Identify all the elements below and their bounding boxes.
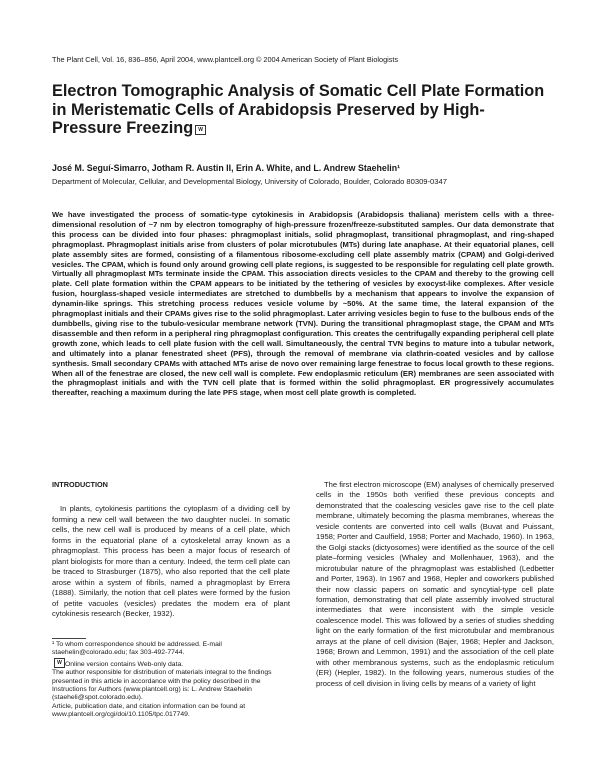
author-affiliation: Department of Molecular, Cellular, and Developmental Biology, University of Colorado, Boulder, Colorado 80309-0347 <box>52 177 447 186</box>
footnote-web-only-text: Online version contains Web-only data. <box>65 660 184 668</box>
section-heading: INTRODUCTION <box>52 480 108 489</box>
footnotes <box>52 641 290 720</box>
running-head: The Plant Cell, Vol. 16, 836–856, April 2004, www.plantcell.org © 2004 American Society of Plant Biologists <box>52 55 399 64</box>
author-list: José M. Seguí-Simarro, Jotham R. Austin II, Erin A. White, and L. Andrew Staehelin¹ <box>52 163 401 173</box>
left-column <box>52 480 290 619</box>
abstract: We have investigated the process of somatic-type cytokinesis in Arabidopsis (Arabidopsis thaliana) meristem cells with a three-dimensional resolution of ~7 nm by electron tomography of high-pressure frozen/freeze-substituted samples. Our data demonstrate that this process can be divided into four phases: phragmoplast initials, solid phragmoplast, transitional phragmoplast, and ring-shaped phragmoplast. Phragmoplast initials arise from clusters of polar microtubules (MTs) during late anaphase. At their equatorial planes, cell plate assembly sites are formed, consisting of a filamentous ribosome-excluding cell plate assembly matrix (CPAM) and Golgi-derived vesicles. The CPAM, which is found only around growing cell plate regions, is suggested to be responsible for regulating cell plate growth. Virtually all phragmoplast MTs terminate inside the CPAM. This association directs vesicles to the CPAM and thereby to the growing cell plate. Cell plate formation within the CPAM appears to be initiated by the tethering of vesicles by exocyst-like complexes. After vesicle fusion, hourglass-shaped vesicle intermediates are stretched to dumbbells by a mechanism that appears to involve the expansion of dynamin-like springs. This stretching process reduces vesicle volume by ~50%. At the same time, the lateral expansion of the phragmoplast initials and their CPAMs gives rise to the solid phragmoplast. Later arriving vesicles begin to fuse to the bulbous ends of the dumbbells, giving rise to the tubulo-vesicular membrane network (TVN). During the transitional phragmoplast stage, the CPAM and MTs disassemble and then reform in a peripheral ring phragmoplast configuration. This creates the centrifugally expanding peripheral cell plate growth zone, which leads to cell plate fusion with the cell wall. Simultaneously, the central TVN begins to mature into a tubular network, and ultimately into a planar fenestrated sheet (PFS), through the removal of membrane via clathrin-coated vesicles and by callose synthesis. Small secondary CPAMs with attached MTs arise de novo over remaining large fenestrae to focus local growth to these regions. When all of the fenestrae are closed, the new cell wall is complete. Few endoplasmic reticulum (ER) membranes are seen associated with the phragmoplast initials and with the TVN cell plate that is formed within the solid phragmoplast. ER progressively accumulates thereafter, reaching a maximum during the late PFS stage, when most cell plate growth is completed. <box>52 210 554 398</box>
footnote-distribution: The author responsible for distribution of materials integral to the findings presented in this article in accordance with the policy described in the Instructions for Authors (www.plantcell.org) is: L. Andrew Staehelin (staeheli@spot.colorado.edu). <box>52 669 272 702</box>
intro-paragraph-2: The first electron microscope (EM) analyses of chemically preserved cells in the 1950s both verified these previous concepts and demonstrated that the coalescing vesicles gave rise to the cell plate membrane, ultimately becoming the plasma membranes, whereas the vesicle contents are converted into cell walls (Buvat and Puissant, 1958; Porter and Caulfield, 1958; Porter and Machado, 1960). In 1963, the Golgi stacks (dictyosomes) were identified as the source of the cell plate–forming vesicles (Whaley and Mollenhauer, 1963), and the microtubular nature of the phragmoplast was established (Ledbetter and Porter, 1963). In 1967 and 1968, Hepler and coworkers published their now classic papers on somatic and syncytial-type cell plate formation, demonstrating that cell plate assembly involved structural intermediates that were inconsistent with the simple vesicle coalescence model. This was followed by a series of studies shedding light on the early formation of the first microtubular and membranous arrays at the plane of cell division (Bajer, 1968; Hepler and Jackson, 1968; Brown and Lemmon, 1991) and the association of the cell plate with other membranous systems, such as the endoplasmic reticulum (ER) (Hepler, 1982). In the following years, numerous studies of the process of cell division in living cells by means of a variety of light <box>316 480 555 688</box>
article-title <box>52 82 554 138</box>
footnote-article-info: Article, publication date, and citation information can be found at www.plantcell.org/cgi/doi/10.1105/tpc.017749. <box>52 702 246 719</box>
footnote-divider <box>52 638 86 639</box>
article-title-text: Electron Tomographic Analysis of Somatic Cell Plate Formation in Meristematic Cells of Arabidopsis Preserved by High-Pressure Freezing <box>52 82 545 137</box>
right-column <box>316 480 554 689</box>
web-only-icon: W <box>195 125 206 135</box>
footnote-web-only <box>52 658 290 669</box>
web-only-icon: W <box>54 658 65 668</box>
intro-paragraph-1: In plants, cytokinesis partitions the cytoplasm of a dividing cell by forming a new cell wall between the two daughter nuclei. In somatic cells, the new cell wall is produced by means of a cell plate, which forms in the equatorial plane of a cytoskeletal array known as a phragmoplast. This process has been a major focus of research of plant biologists for more than a century. Indeed, the term cell plate can be traced to Strasburger (1875), who also reported that the cell plate arose within a system of fibrils, named a phragmoplast by Errera (1888). Similarly, the notion that cell plates were formed by the fusion of petite vacuoles (vesicles) predates the modern era of plant cytokinesis research (Becker, 1932). <box>52 504 290 618</box>
footnote-correspondence: ¹ To whom correspondence should be addressed. E-mail staehelin@colorado.edu; fax 303-492-7744. <box>52 641 222 657</box>
